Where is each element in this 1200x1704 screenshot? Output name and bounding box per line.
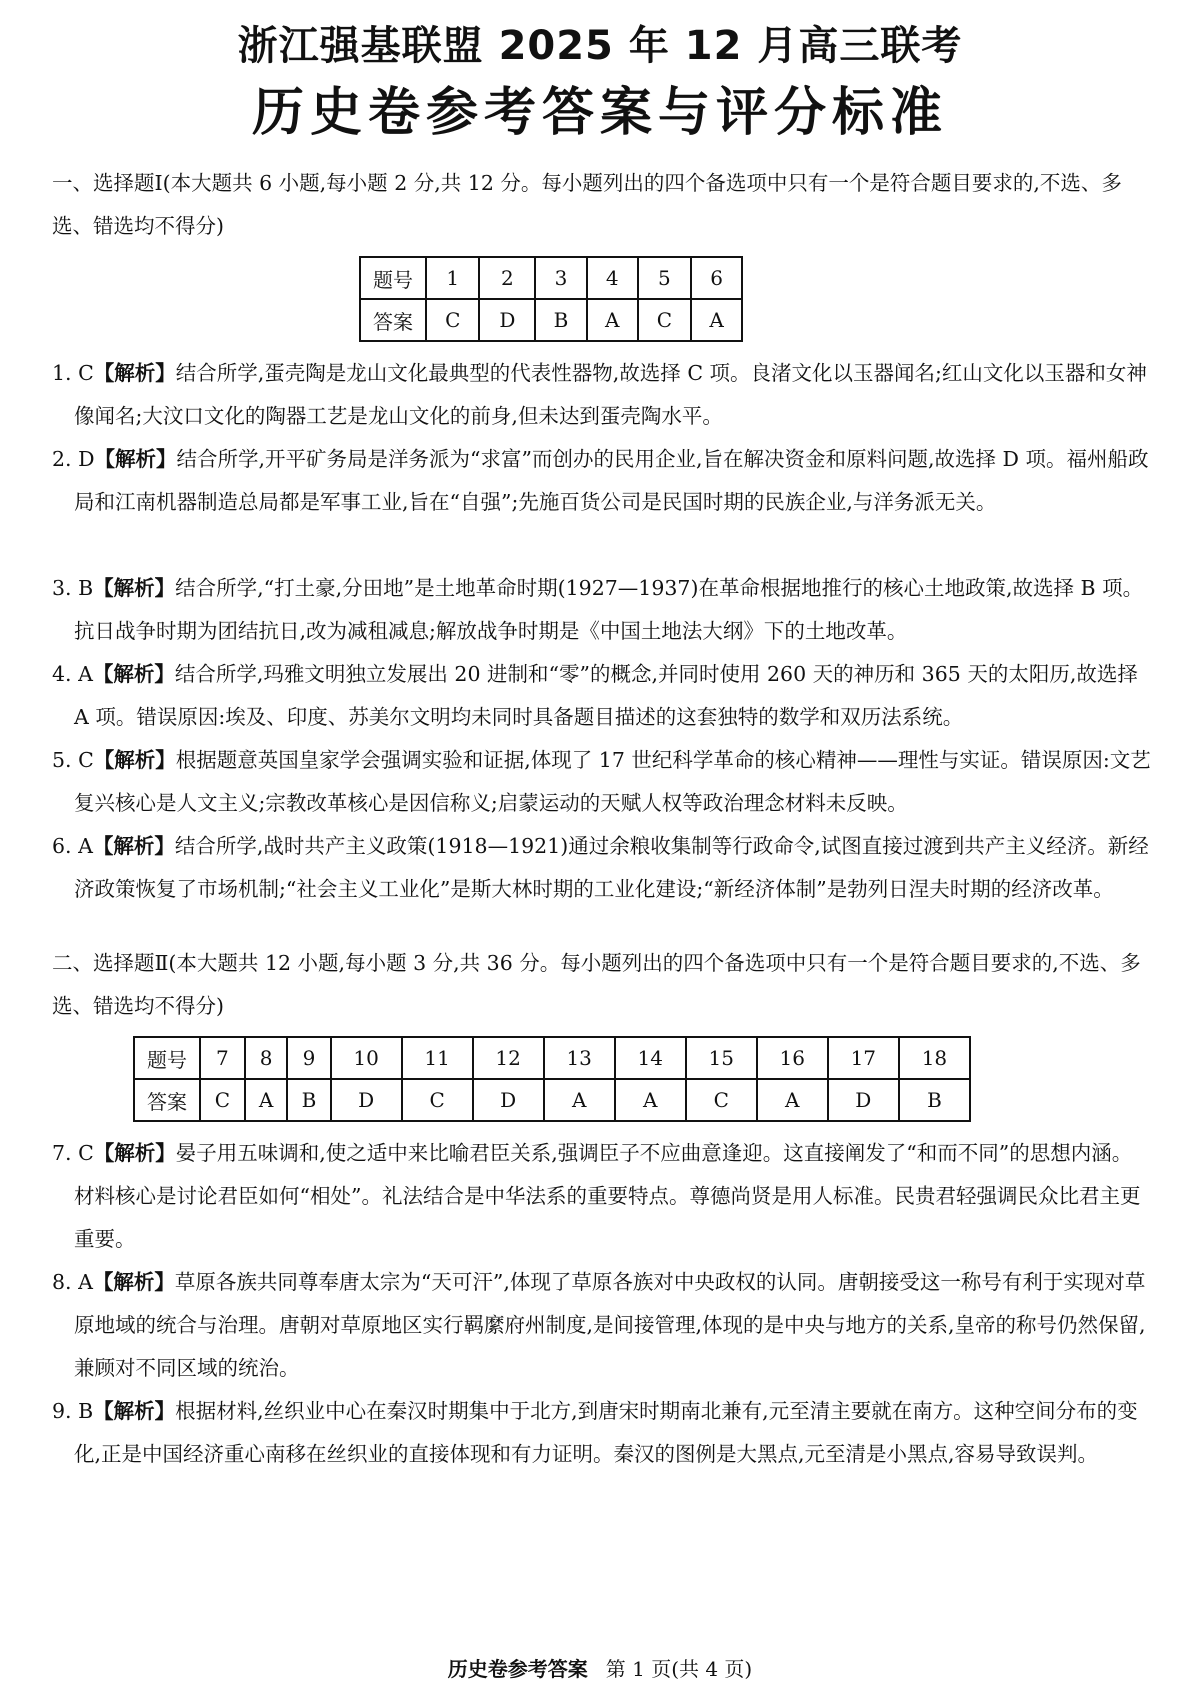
row-label: 答案	[134, 1079, 200, 1121]
row-label: 题号	[134, 1037, 200, 1079]
item-text: 根据题意英国皇家学会强调实验和证据,体现了 17 世纪科学革命的核心精神——理性与实证。错误原因:文艺复兴核心是人文主义;宗教改革核心是因信称义;启蒙运动的天赋人权等政治理念材料未反映。	[74, 748, 1151, 815]
footer-page-info: 第 1 页(共 4 页)	[605, 1657, 753, 1681]
answer-cell: A	[757, 1079, 828, 1121]
table-row-numbers	[134, 1037, 970, 1079]
exam-title: 浙江强基联盟 2025 年 12 月高三联考	[237, 23, 963, 69]
item-number: 6. A	[52, 834, 93, 858]
analysis-tag: 【解析】	[93, 1141, 176, 1165]
analysis-tag: 【解析】	[93, 1399, 176, 1423]
answer-cell: A	[587, 299, 638, 341]
explanation-item	[52, 1390, 1152, 1519]
analysis-tag: 【解析】	[93, 361, 176, 385]
answer-cell: C	[638, 299, 691, 341]
section2-answer-table	[133, 1036, 971, 1122]
answer-cell: C	[402, 1079, 473, 1121]
table-row-numbers	[360, 257, 742, 299]
analysis-tag: 【解析】	[93, 576, 176, 600]
item-text: 结合所学,战时共产主义政策(1918—1921)通过余粮收集制等行政命令,试图直接过渡到共产主义经济。新经济政策恢复了市场机制;“社会主义工业化”是斯大林时期的工业化建设;“新经济体制”是勃列日涅夫时期的经济改革。	[74, 834, 1149, 901]
table-row-answers	[134, 1079, 970, 1121]
item-number: 1. C	[52, 361, 94, 385]
item-text: 结合所学,玛雅文明独立发展出 20 进制和“零”的概念,并同时使用 260 天的神历和 365 天的太阳历,故选择 A 项。错误原因:埃及、印度、苏美尔文明均未同时具备题目描述的这套独特的数学和双历法系统。	[74, 662, 1138, 729]
question-number: 4	[587, 257, 638, 299]
answer-cell: D	[331, 1079, 402, 1121]
item-number: 9. B	[52, 1399, 94, 1423]
item-number: 5. C	[52, 748, 94, 772]
explanation-item	[52, 352, 1152, 438]
question-number: 10	[331, 1037, 402, 1079]
item-number: 3. B	[52, 576, 94, 600]
answer-cell: B	[899, 1079, 970, 1121]
question-number: 16	[757, 1037, 828, 1079]
page-footer	[0, 1654, 1200, 1684]
section2-explanations	[52, 1132, 1152, 1519]
analysis-tag: 【解析】	[93, 748, 176, 772]
explanation-item	[52, 1132, 1152, 1261]
document-title: 历史卷参考答案与评分标准	[251, 83, 948, 143]
answer-cell: B	[287, 1079, 330, 1121]
analysis-tag: 【解析】	[92, 1270, 175, 1294]
footer-doc-name: 历史卷参考答案	[447, 1657, 588, 1681]
question-number: 1	[426, 257, 479, 299]
row-label: 题号	[360, 257, 426, 299]
answer-cell: C	[200, 1079, 245, 1121]
answer-cell: A	[245, 1079, 288, 1121]
item-text: 结合所学,“打土豪,分田地”是土地革命时期(1927—1937)在革命根据地推行的核心土地政策,故选择 B 项。抗日战争时期为团结抗日,改为减租减息;解放战争时期是《中国土地法大纲》下的土地改革。	[74, 576, 1144, 643]
explanation-item	[52, 567, 1152, 653]
item-number: 2. D	[52, 447, 95, 471]
answer-cell: A	[544, 1079, 615, 1121]
answer-cell: D	[473, 1079, 544, 1121]
answer-cell: A	[615, 1079, 686, 1121]
question-number: 8	[245, 1037, 288, 1079]
item-number: 8. A	[52, 1270, 93, 1294]
answer-cell: B	[535, 299, 587, 341]
explanation-item	[52, 1261, 1152, 1390]
explanation-item	[52, 438, 1152, 567]
question-number: 18	[899, 1037, 970, 1079]
section2-heading: 二、选择题Ⅱ(本大题共 12 小题,每小题 3 分,共 36 分。每小题列出的四个备选项中只有一个是符合题目要求的,不选、多选、错选均不得分)	[52, 951, 1141, 1018]
item-number: 7. C	[52, 1141, 94, 1165]
answer-cell: D	[828, 1079, 899, 1121]
question-number: 15	[686, 1037, 757, 1079]
item-text: 结合所学,开平矿务局是洋务派为“求富”而创办的民用企业,旨在解决资金和原料问题,故选择 D 项。福州船政局和江南机器制造总局都是军事工业,旨在“自强”;先施百货公司是民国时期的民族企业,与洋务派无关。	[74, 447, 1149, 514]
item-text: 结合所学,蛋壳陶是龙山文化最典型的代表性器物,故选择 C 项。良渚文化以玉器闻名;红山文化以玉器和女神像闻名;大汶口文化的陶器工艺是龙山文化的前身,但未达到蛋壳陶水平。	[74, 361, 1147, 428]
question-number: 7	[200, 1037, 245, 1079]
question-number: 11	[402, 1037, 473, 1079]
answer-cell: C	[426, 299, 479, 341]
question-number: 14	[615, 1037, 686, 1079]
explanation-item	[52, 739, 1152, 825]
explanation-item	[52, 825, 1152, 954]
question-number: 13	[544, 1037, 615, 1079]
table-row-answers	[360, 299, 742, 341]
question-number: 17	[828, 1037, 899, 1079]
row-label: 答案	[360, 299, 426, 341]
question-number: 12	[473, 1037, 544, 1079]
question-number: 3	[535, 257, 587, 299]
explanation-item	[52, 653, 1152, 739]
section1-explanations	[52, 352, 1152, 954]
analysis-tag: 【解析】	[94, 447, 177, 471]
question-number: 6	[691, 257, 742, 299]
section1-heading: 一、选择题Ⅰ(本大题共 6 小题,每小题 2 分,共 12 分。每小题列出的四个备选项中只有一个是符合题目要求的,不选、多选、错选均不得分)	[52, 171, 1122, 238]
answer-cell: D	[479, 299, 535, 341]
question-number: 5	[638, 257, 691, 299]
item-number: 4. A	[52, 662, 93, 686]
answer-cell: A	[691, 299, 742, 341]
question-number: 2	[479, 257, 535, 299]
question-number: 9	[287, 1037, 330, 1079]
answer-cell: C	[686, 1079, 757, 1121]
analysis-tag: 【解析】	[92, 662, 175, 686]
item-text: 根据材料,丝织业中心在秦汉时期集中于北方,到唐宋时期南北兼有,元至清主要就在南方。这种空间分布的变化,正是中国经济重心南移在丝织业的直接体现和有力证明。秦汉的图例是大黑点,元至清是小黑点,容易导致误判。	[74, 1399, 1138, 1466]
item-text: 晏子用五味调和,使之适中来比喻君臣关系,强调臣子不应曲意逢迎。这直接阐发了“和而不同”的思想内涵。材料核心是讨论君臣如何“相处”。礼法结合是中华法系的重要特点。尊德尚贤是用人标准。民贵君轻强调民众比君主更重要。	[74, 1141, 1141, 1251]
analysis-tag: 【解析】	[92, 834, 175, 858]
item-text: 草原各族共同尊奉唐太宗为“天可汗”,体现了草原各族对中央政权的认同。唐朝接受这一称号有利于实现对草原地域的统合与治理。唐朝对草原地区实行羁縻府州制度,是间接管理,体现的是中央与地方的关系,皇帝的称号仍然保留,兼顾对不同区域的统治。	[74, 1270, 1146, 1380]
section1-answer-table	[359, 256, 743, 342]
